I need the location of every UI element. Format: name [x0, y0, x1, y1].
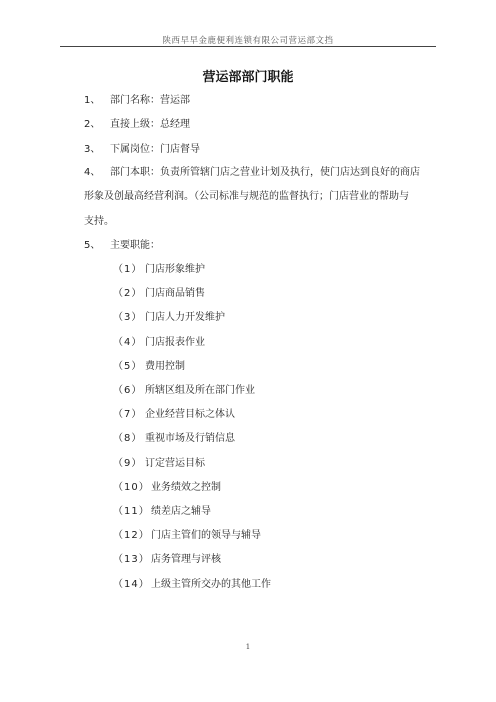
- paragraph-line: 支持。: [84, 216, 114, 227]
- function-text: 业务绩效之控制: [151, 482, 221, 493]
- item-number: 1、: [84, 95, 101, 106]
- function-number: （5）: [113, 361, 143, 372]
- function-item: [113, 408, 235, 422]
- function-number: （6）: [113, 385, 143, 396]
- page-header: 陕西早早金鹿便利连锁有限公司营运部文挡: [162, 36, 334, 46]
- header-divider: [60, 46, 436, 47]
- function-number: （1）: [113, 264, 143, 275]
- function-number: （7）: [113, 409, 143, 420]
- function-number: （14）: [113, 579, 150, 590]
- function-number: （3）: [113, 312, 143, 323]
- item-text: 直接上级：总经理: [110, 119, 190, 130]
- item-number: 2、: [84, 119, 101, 130]
- function-item: [113, 336, 205, 350]
- function-item: [113, 578, 271, 592]
- function-item: [113, 481, 221, 495]
- list-item: [84, 94, 190, 108]
- item-number: 5、: [84, 240, 101, 251]
- function-item: [113, 311, 225, 325]
- item-text: 下属岗位：门店督导: [110, 144, 200, 155]
- function-number: （10）: [113, 482, 150, 493]
- list-item: [84, 143, 200, 157]
- function-text: 门店人力开发维护: [145, 312, 225, 323]
- function-text: 门店形象维护: [145, 264, 205, 275]
- function-number: （13）: [113, 554, 150, 565]
- function-number: （12）: [113, 530, 150, 541]
- function-text: 绩差店之辅导: [151, 506, 211, 517]
- function-item: [113, 457, 205, 471]
- function-item: [113, 384, 255, 398]
- function-item: [113, 360, 185, 374]
- function-text: 门店商品销售: [145, 288, 205, 299]
- paragraph-line: 形象及创最高经营利润。（公司标准与规范的监督执行；门店营业的帮助与: [84, 191, 409, 202]
- function-item: [113, 553, 221, 567]
- function-text: 企业经营目标之体认: [145, 409, 235, 420]
- list-item: [84, 118, 190, 132]
- list-item: [84, 166, 420, 180]
- function-text: 费用控制: [145, 361, 185, 372]
- function-text: 订定营运目标: [145, 458, 205, 469]
- function-item: [113, 263, 205, 277]
- function-number: （4）: [113, 337, 143, 348]
- function-text: 店务管理与评核: [151, 554, 221, 565]
- item-text: 主要职能：: [110, 240, 160, 251]
- item-text: 部门名称：营运部: [110, 95, 190, 106]
- function-text: 门店报表作业: [145, 337, 205, 348]
- function-text: 上级主管所交办的其他工作: [151, 579, 271, 590]
- function-item: [113, 529, 261, 543]
- page-number: 1: [245, 643, 251, 651]
- item-text: 部门本职：负责所管辖门店之营业计划及执行，使门店达到良好的商店: [110, 167, 420, 178]
- item-number: 3、: [84, 144, 101, 155]
- function-item: [113, 287, 205, 301]
- function-number: （11）: [113, 506, 150, 517]
- function-text: 所辖区组及所在部门作业: [145, 385, 255, 396]
- item-number: 4、: [84, 167, 101, 178]
- function-number: （2）: [113, 288, 143, 299]
- function-item: [113, 432, 235, 446]
- function-number: （8）: [113, 433, 143, 444]
- function-number: （9）: [113, 458, 143, 469]
- function-text: 门店主管们的领导与辅导: [151, 530, 261, 541]
- document-title: 营运部部门职能: [202, 70, 294, 85]
- function-text: 重视市场及行销信息: [145, 433, 235, 444]
- list-item: [84, 239, 160, 253]
- function-item: [113, 505, 211, 519]
